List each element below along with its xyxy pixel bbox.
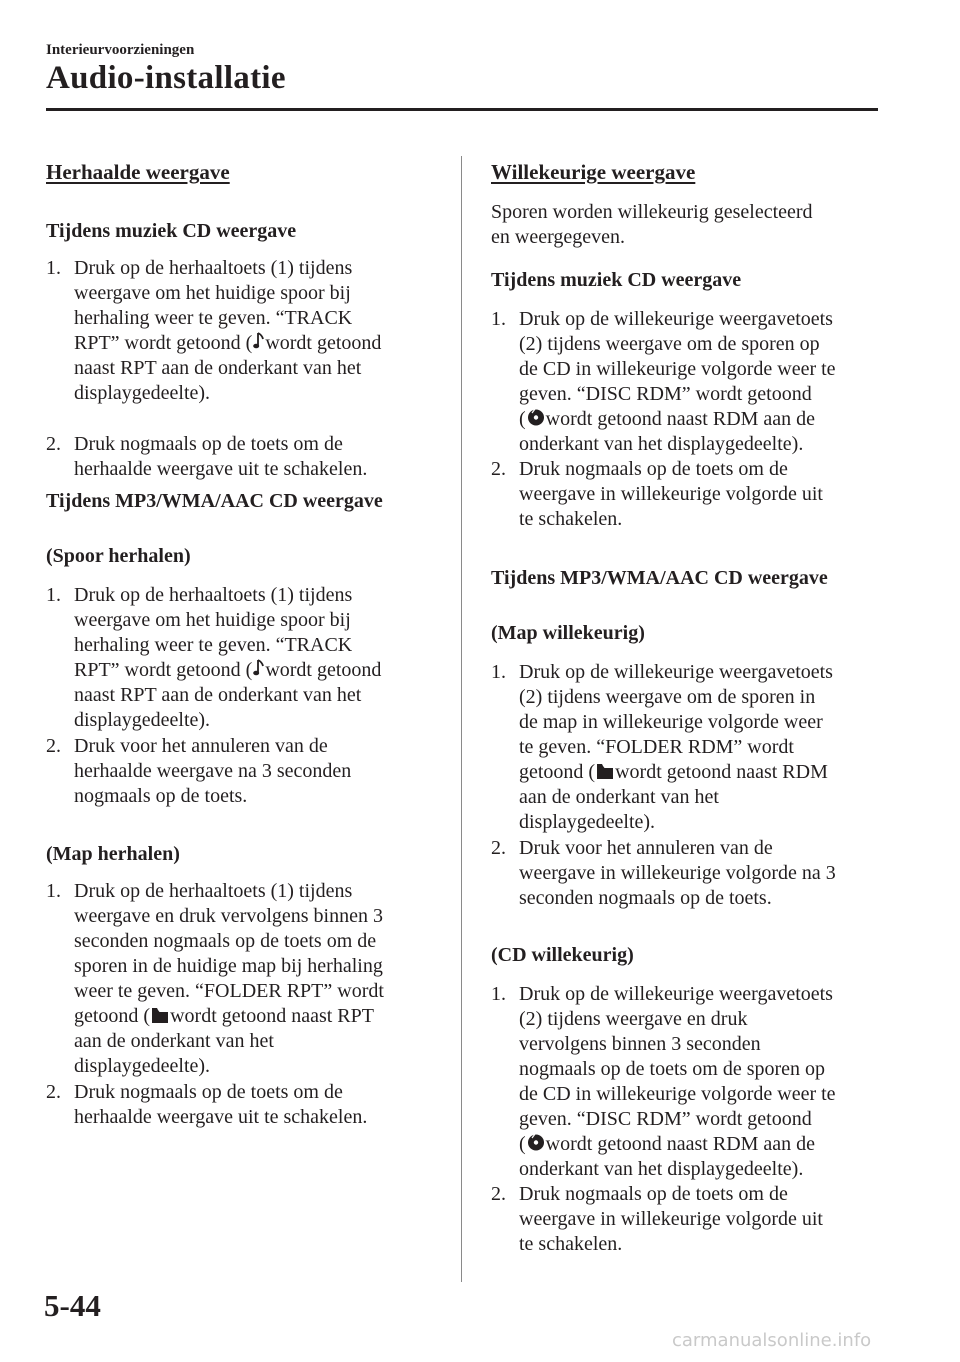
- list-item: 2. Druk nogmaals op de toets om de herhaalde weergave uit te schakelen.: [46, 1081, 368, 1128]
- subheading-folder-random: (Map willekeurig): [491, 622, 645, 644]
- subheading-cd-random: (CD willekeurig): [491, 944, 634, 966]
- list-item: 2. Druk nogmaals op de toets om de weergave in willekeurige volgorde uit te schakelen.: [491, 1183, 823, 1255]
- list-item: 1. Druk op de willekeurige weergavetoets (2) tijdens weergave en druk vervolgens binnen 3 seconden nogmaals op de toets om de sporen op de CD in willekeurige volgorde weer te geven. “DISC RDM” wordt getoond ( wordt getoond naast RDM aan de onderkant van het displaygedeelte).: [491, 983, 836, 1180]
- music-note-icon: [253, 331, 264, 351]
- subheading-folder-repeat: (Map herhalen): [46, 843, 180, 865]
- list-item: 2. Druk nogmaals op de toets om de weergave in willekeurige volgorde uit te schakelen.: [491, 458, 823, 530]
- subheading-mp3-cd: Tijdens MP3/WMA/AAC CD weergave: [46, 490, 383, 512]
- list-item: 2. Druk voor het annuleren van de weergave in willekeurige volgorde na 3 seconden nogmaals op de toets.: [491, 837, 836, 909]
- list-item: 1. Druk op de willekeurige weergavetoets (2) tijdens weergave om de sporen op de CD in willekeurige volgorde weer te geven. “DISC RDM” wordt getoond ( wordt getoond naast RDM aan de onderkant van het displaygedeelte).: [491, 308, 836, 455]
- column-divider: [461, 156, 462, 1282]
- page-title: Audio-installatie: [46, 60, 286, 96]
- subheading-track-repeat: (Spoor herhalen): [46, 545, 191, 567]
- list-item: 2. Druk voor het annuleren van de herhaalde weergave na 3 seconden nogmaals op de toets.: [46, 735, 352, 807]
- list-item: 1. Druk op de herhaaltoets (1) tijdens weergave en druk vervolgens binnen 3 seconden nogmaals op de toets om de sporen in de huidige map bij herhaling weer te geven. “FOLDER RPT” wordt getoond ( wordt getoond naast RPT aan de onderkant van het displaygedeelte).: [46, 880, 384, 1077]
- subheading-mp3-cd: Tijdens MP3/WMA/AAC CD weergave: [491, 567, 828, 589]
- chapter-label: Interieurvoorzieningen: [46, 42, 195, 58]
- list-item: 2. Druk nogmaals op de toets om de herhaalde weergave uit te schakelen.: [46, 433, 368, 480]
- list-item: 1. Druk op de herhaaltoets (1) tijdens weergave om het huidige spoor bij herhaling weer te geven. “TRACK RPT” wordt getoond ( wordt getoond naast RPT aan de onderkant van het displaygedeelte).: [46, 584, 382, 731]
- page-number: 5-44: [44, 1288, 101, 1323]
- music-note-icon: [253, 658, 264, 678]
- disc-icon: [527, 408, 545, 427]
- watermark: carmanualsonline.info: [672, 1330, 872, 1351]
- section-title-repeat: Herhaalde weergave: [46, 160, 230, 184]
- section-title-random: Willekeurige weergave: [491, 160, 696, 184]
- list-item: 1. Druk op de herhaaltoets (1) tijdens weergave om het huidige spoor bij herhaling weer te geven. “TRACK RPT” wordt getoond ( wordt getoond naast RPT aan de onderkant van het displaygedeelte).: [46, 257, 382, 404]
- subheading-music-cd: Tijdens muziek CD weergave: [491, 269, 742, 291]
- folder-icon: [596, 763, 614, 780]
- header-rule: [46, 108, 878, 111]
- intro-paragraph: Sporen worden willekeurig geselecteerd en weergegeven.: [491, 201, 813, 248]
- disc-icon: [527, 1133, 545, 1152]
- subheading-music-cd: Tijdens muziek CD weergave: [46, 220, 297, 242]
- list-item: 1. Druk op de willekeurige weergavetoets (2) tijdens weergave om de sporen in de map in willekeurige volgorde weer te geven. “FOLDER RDM” wordt getoond ( wordt getoond naast RDM aan de onderkant van het displaygedeelte).: [491, 661, 833, 833]
- folder-icon: [151, 1007, 169, 1024]
